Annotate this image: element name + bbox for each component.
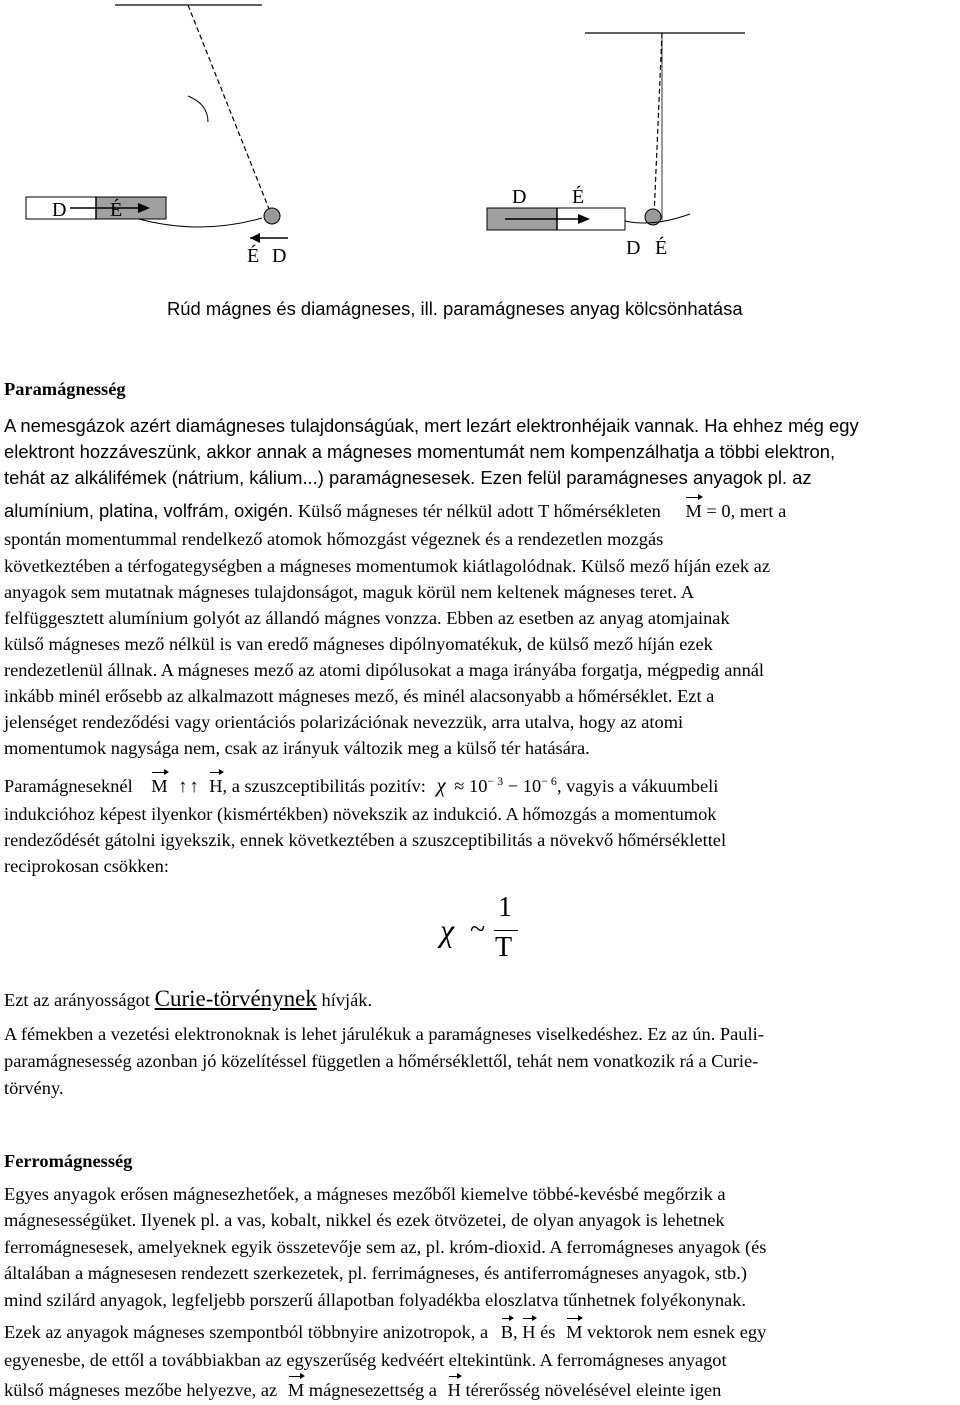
para-line: momentumok nagysága nem, csak az irányuk változik meg a külső tér hatására.	[4, 738, 590, 758]
fraction-bar	[494, 930, 518, 931]
para-line: inkább minél erősebb az alkalmazott mágneses mező, és minél alacsonyabb a hőmérséklet. Ezt a	[4, 686, 715, 706]
para-text: alumínium, platina, volfrám, oxigén.	[4, 500, 294, 521]
para-text: , a szuszceptibilitás pozitív:	[222, 776, 426, 797]
para-text: , vagyis a vákuumbeli	[556, 776, 719, 797]
tilde-symbol: ~	[470, 914, 486, 945]
para-line: általában a mágnesesen rendezett szerkezetek, pl. ferrimágneses, és antiferromágneses anyagok, stb.)	[4, 1263, 747, 1283]
para-text: és	[540, 1322, 556, 1342]
para-text: külső mágneses mezőbe helyezve, az	[4, 1380, 278, 1400]
para-line: elektront hozzáveszünk, akkor annak a mágneses momentumát nem kompenzálhatja a többi elektron,	[4, 441, 836, 462]
vector-m: M	[566, 1322, 583, 1342]
right-ball-d: D	[626, 237, 641, 259]
para-line: külső mágneses mező nélkül is van eredő mágneses dipólnyomatékuk, de külső mező híján ezek	[4, 634, 713, 654]
fraction-denominator: T	[495, 932, 513, 963]
para-line	[4, 499, 786, 523]
para-line	[4, 1378, 721, 1402]
para-line: A nemesgázok azért diamágneses tulajdonságúak, mert lezárt elektronhéjaik vannak. Ha ehhez még egy	[4, 415, 859, 436]
curie-line	[4, 984, 372, 1015]
exponent: − 3	[487, 774, 504, 788]
vector-b: B	[500, 1322, 514, 1342]
para-line: Egyes anyagok erősen mágnesezhetőek, a mágneses mezőből kiemelve többé-kevésbé megőrzik a	[4, 1184, 726, 1204]
vector-h: H	[447, 1380, 461, 1400]
para-text: , mert a	[730, 501, 787, 521]
para-text: Paramágneseknél	[4, 776, 133, 797]
power-ten: 10	[469, 776, 488, 797]
para-line: ferromágnesesek, amelyeknek egyik összetevője sem az, pl. króm-dioxid. A ferromágneses anyagok (és	[4, 1237, 767, 1257]
para-line: indukcióhoz képest ilyenkor (kismértékben) növekszik az indukció. A hőmozgás a momentumok	[4, 804, 717, 824]
para-text: Ezt az arányosságot	[4, 990, 151, 1010]
right-magnet-e: É	[572, 186, 585, 208]
chi-symbol: χ	[436, 773, 446, 798]
left-magnet-d: D	[52, 199, 67, 221]
left-pendulum	[26, 5, 288, 267]
fraction-numerator: 1	[498, 892, 512, 923]
power-ten: 10	[522, 776, 542, 797]
vector-m: M	[151, 776, 168, 797]
equation-text: = 0	[701, 501, 731, 521]
para-line: reciprokosan csökken:	[4, 856, 169, 876]
para-text: térerősség növelésével eleinte igen	[465, 1380, 722, 1400]
vector-h: H	[522, 1322, 536, 1342]
left-ball-d: D	[272, 245, 287, 267]
para-line: törvény.	[4, 1078, 64, 1098]
right-ball-e: É	[655, 237, 668, 259]
left-ball-e: É	[247, 245, 260, 267]
para-line	[4, 1320, 766, 1344]
vector-m: M	[685, 501, 702, 521]
comma: ,	[513, 1322, 518, 1342]
para-line: rendezetlenül állnak. A mágneses mező az atomi dipólusokat a maga irányába forgatja, mégpedig annál	[4, 660, 765, 680]
para-text: mágnesezettség a	[308, 1380, 437, 1400]
para-line: paramágnesesség azonban jó közelítéssel független a hőmérséklettől, tehát nem vonatkozik rá a Curie-	[4, 1051, 759, 1071]
left-string	[188, 5, 271, 214]
para-line: mind szilárd anyagok, legfeljebb porszerű állapotban folyadékba eloszlatva tűnhetnek folyékonynak.	[4, 1290, 747, 1310]
figure-caption: Rúd mágnes és diamágneses, ill. paramágneses anyag kölcsönhatása	[167, 298, 743, 319]
para-line: egyenesbe, de ettől a továbbiakban az egyszerűség kedvéért eltekintünk. A ferromágneses anyagot	[4, 1350, 727, 1370]
curie-law-link[interactable]: Curie-törvénynek	[154, 986, 317, 1011]
dash: −	[507, 776, 519, 797]
para-text: Külső mágneses tér nélkül adott T hőmérsékleten	[293, 501, 661, 521]
left-magnet-e: É	[110, 199, 123, 221]
section-heading-ferromagnetism: Ferromágnesség	[4, 1151, 133, 1171]
para-line: felfüggesztett alumínium golyót az állandó mágnes vonzza. Ebben az esetben az anyag atomjainak	[4, 608, 730, 628]
approx-symbol: ≈	[454, 776, 465, 797]
chi-symbol: χ	[440, 912, 455, 948]
right-string	[654, 33, 662, 216]
pendulum-figure	[0, 0, 960, 270]
para-line: tehát az alkálifémek (nátrium, kálium...) paramágnesesek. Ezen felül paramágneses anyagok pl. az	[4, 467, 812, 488]
para-text: hívják.	[321, 990, 373, 1010]
para-line: rendeződését gátolni igyekszik, ennek következtében a szuszceptibilitás a növekvő hőmérséklettel	[4, 830, 727, 850]
para-line: anyagok sem mutatnak mágneses tulajdonságot, maguk körül nem keltenek mágneses teret. A	[4, 582, 694, 602]
right-magnet-d: D	[512, 186, 527, 208]
para-line: spontán momentummal rendelkező atomok hőmozgást végeznek és a rendezetlen mozgás	[4, 529, 664, 549]
para-line: A fémekben a vezetési elektronoknak is lehet járulékuk a paramágneses viselkedéshez. Ez az ún. Pauli-	[4, 1024, 764, 1044]
vector-m: M	[287, 1380, 305, 1400]
left-angle-arc	[188, 96, 208, 122]
vector-h: H	[209, 776, 223, 797]
section-heading-paramagnetism: Paramágnesség	[4, 379, 126, 399]
curie-formula	[440, 892, 520, 968]
para-line: jelenséget rendeződési vagy orientációs polarizációnak nevezzük, arra utalva, hogy az atomi	[4, 712, 684, 732]
para-line	[4, 769, 718, 798]
parallel-arrows: ↑↑	[178, 776, 201, 797]
exponent: − 6	[541, 774, 557, 788]
para-line: mágnesességüket. Ilyenek pl. a vas, kobalt, nikkel és ezek ötvözetei, de olyan anyagok is lehetnek	[4, 1210, 725, 1230]
right-pendulum	[487, 33, 745, 259]
para-text: Ezek az anyagok mágneses szempontból többnyire anizotropok, a	[4, 1322, 489, 1342]
para-line: következtében a térfogategységben a mágneses momentumok kiátlagolódnak. Külső mező híján ezek az	[4, 556, 771, 576]
para-text: vektorok nem esnek egy	[587, 1322, 767, 1342]
left-ball	[264, 208, 280, 224]
